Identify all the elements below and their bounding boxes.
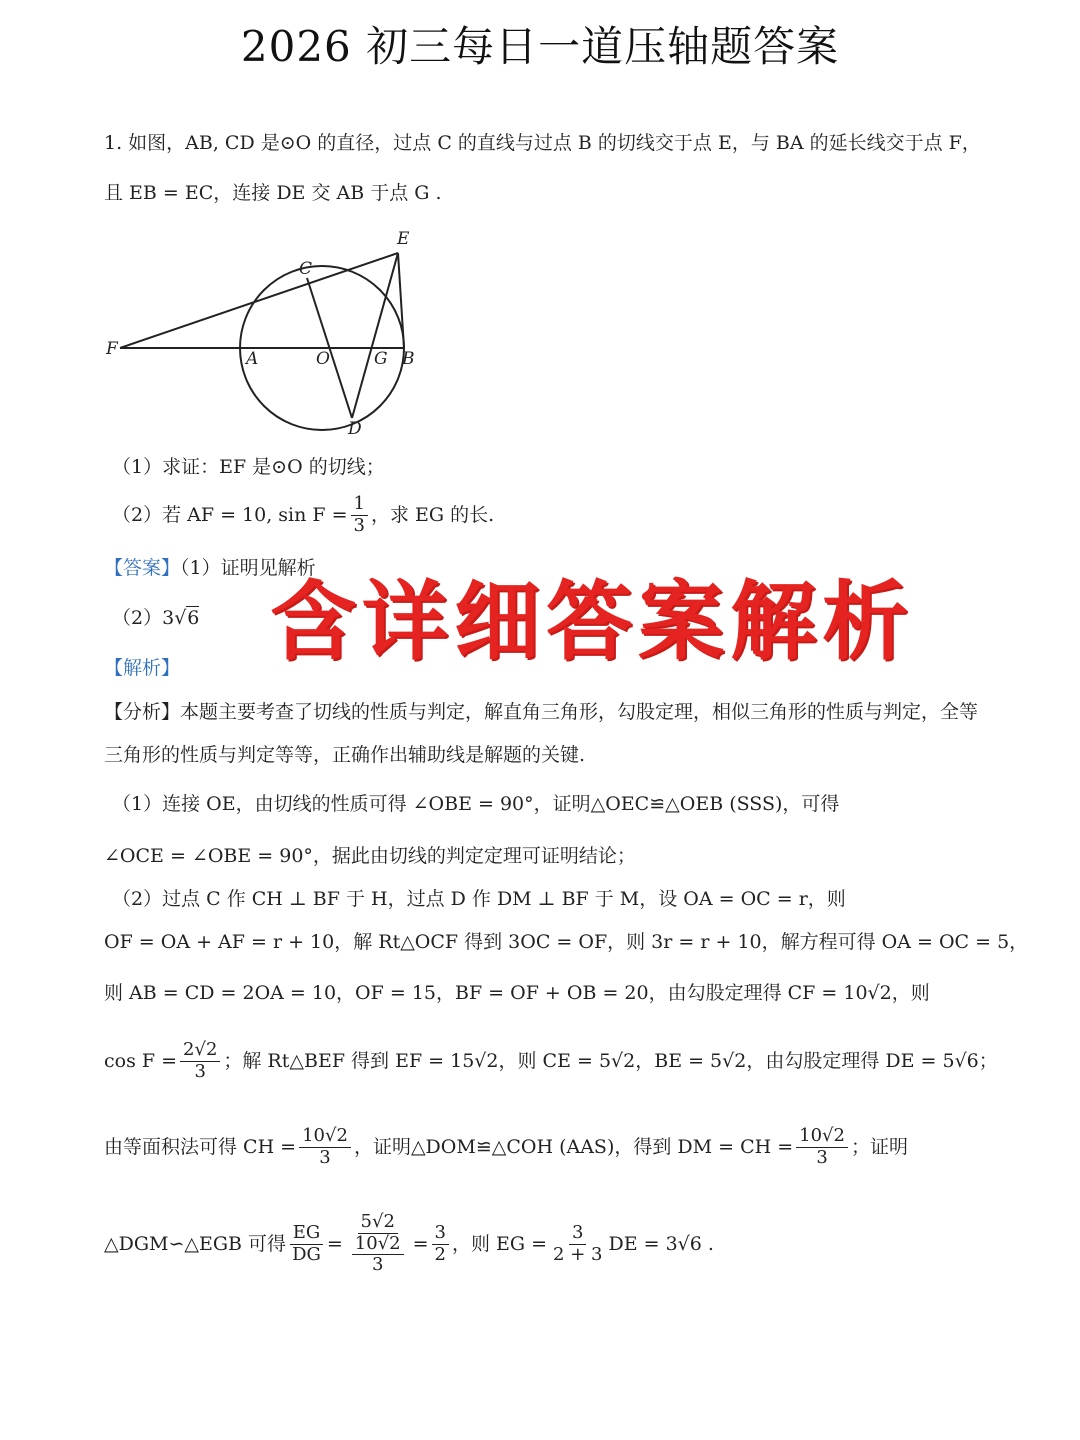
question-2 (112, 494, 494, 536)
fraction-denominator: DG (292, 1243, 321, 1265)
label-d: D (348, 419, 362, 439)
analysis-step-2d (104, 1040, 998, 1082)
question-2-prefix: （2）若 AF = 10, sin F = (112, 503, 348, 526)
analysis-step-2f (104, 1212, 714, 1276)
analysis-line-2: 三角形的性质与判定等等，正确作出辅助线是解题的关键. (104, 744, 586, 766)
fraction-numerator: 5√2 (358, 1212, 398, 1234)
geometry-figure (100, 220, 440, 440)
red-stamp-text: 含详细答案解析 (270, 572, 914, 672)
answer-1: （1）证明见解析 (180, 557, 316, 579)
step-2e-mid: ，证明△DOM≌△COH (AAS)，得到 DM = CH = (353, 1135, 794, 1158)
question-2-suffix: ，求 EG 的长. (371, 503, 495, 526)
problem-line-1: 1. 如图，AB, CD 是⊙O 的直径，过点 C 的直线与过点 B 的切线交于点 E，与 BA 的延长线交于点 F， (104, 132, 981, 154)
step-2f-prefix: △DGM∽△EGB 可得 (104, 1232, 287, 1255)
fraction-numerator: 10√2 (796, 1126, 848, 1148)
fraction-eg (550, 1223, 605, 1265)
fraction-dm (796, 1126, 848, 1168)
analysis-step-2b: OF = OA + AF = r + 10，解 Rt△OCF 得到 3OC = OF，则 3r = r + 10，解方程可得 OA = OC = 5， (104, 931, 1029, 953)
analysis-step-2a: （2）过点 C 作 CH ⊥ BF 于 H，过点 D 作 DM ⊥ BF 于 M，设 OA = OC = r，则 (112, 888, 846, 910)
fraction-cos-f (180, 1040, 220, 1082)
label-o: O (316, 349, 330, 369)
step-2e-suffix: ；证明 (850, 1135, 908, 1158)
label-f: F (106, 339, 118, 359)
analysis-line-1: 【分析】本题主要考查了切线的性质与判定，解直角三角形，勾股定理，相似三角形的性质与判定，全等 (104, 701, 979, 723)
problem-line-2: 且 EB = EC，连接 DE 交 AB 于点 G . (104, 182, 442, 204)
step-2f-suffix: DE = 3√6 . (608, 1232, 714, 1255)
label-c: C (299, 259, 313, 279)
analysis-step-2c: 则 AB = CD = 2OA = 10，OF = 15，BF = OF + OB = 20，由勾股定理得 CF = 10√2，则 (104, 982, 930, 1004)
fraction-denominator: 2 + 3 (553, 1243, 603, 1265)
analysis-step-1b: ∠OCE = ∠OBE = 90°，据此由切线的判定定理可证明结论； (104, 845, 636, 867)
fraction-numerator: 3 (432, 1223, 449, 1245)
nested-numerator: 10√2 (352, 1234, 404, 1256)
fraction-denominator (346, 1234, 410, 1276)
analysis-step-1a: （1）连接 OE，由切线的性质可得 ∠OBE = 90°，证明△OEC≌△OEB (SSS)，可得 (112, 793, 840, 815)
label-a: A (246, 349, 259, 369)
analysis-tag: 【解析】 (104, 657, 181, 679)
label-g: G (374, 349, 388, 369)
answer-2-radicand: 6 (187, 607, 200, 629)
step-2d-suffix: ；解 Rt△BEF 得到 EF = 15√2，则 CE = 5√2，BE = 5√2，由勾股定理得 DE = 5√6； (223, 1049, 998, 1072)
answer-2-prefix: （2）3 (112, 607, 175, 629)
fraction-denominator: 3 (194, 1060, 206, 1082)
fraction-numerator: 3 (569, 1223, 586, 1245)
equals-sign-2: = (412, 1232, 429, 1255)
fraction-three-halves (432, 1223, 449, 1265)
label-e: E (397, 229, 410, 249)
analysis-step-2e (104, 1126, 908, 1168)
fraction-sin-f (351, 494, 368, 536)
fraction-denominator: 3 (353, 514, 365, 536)
nested-denominator: 3 (371, 1254, 384, 1276)
fraction-numerator: EG (290, 1223, 324, 1245)
fraction-numerator: 2√2 (180, 1040, 220, 1062)
step-2f-mid: ，则 EG = (452, 1232, 548, 1255)
fraction-numerator: 10√2 (299, 1126, 351, 1148)
fraction-numerator: 1 (351, 494, 368, 516)
answer-tag: 【答案】 (104, 557, 181, 579)
fraction-denominator: 2 (434, 1243, 446, 1265)
label-b: B (402, 349, 415, 369)
page-title: 2026 初三每日一道压轴题答案 (240, 22, 840, 71)
fraction-denominator: 3 (319, 1146, 331, 1168)
step-2e-prefix: 由等面积法可得 CH = (104, 1135, 297, 1158)
fraction-ch (299, 1126, 351, 1168)
equals-sign-1: = (326, 1232, 343, 1255)
fraction-ratio (346, 1212, 410, 1276)
question-1: （1）求证：EF 是⊙O 的切线； (112, 456, 385, 478)
line-fe (120, 253, 398, 348)
answer-line-2: （2）3√6 (112, 607, 200, 629)
line-eb (398, 253, 404, 348)
nested-fraction (352, 1234, 404, 1276)
fraction-denominator: 3 (816, 1146, 828, 1168)
fraction-eg-dg (289, 1223, 324, 1265)
step-2d-prefix: cos F = (104, 1049, 178, 1072)
